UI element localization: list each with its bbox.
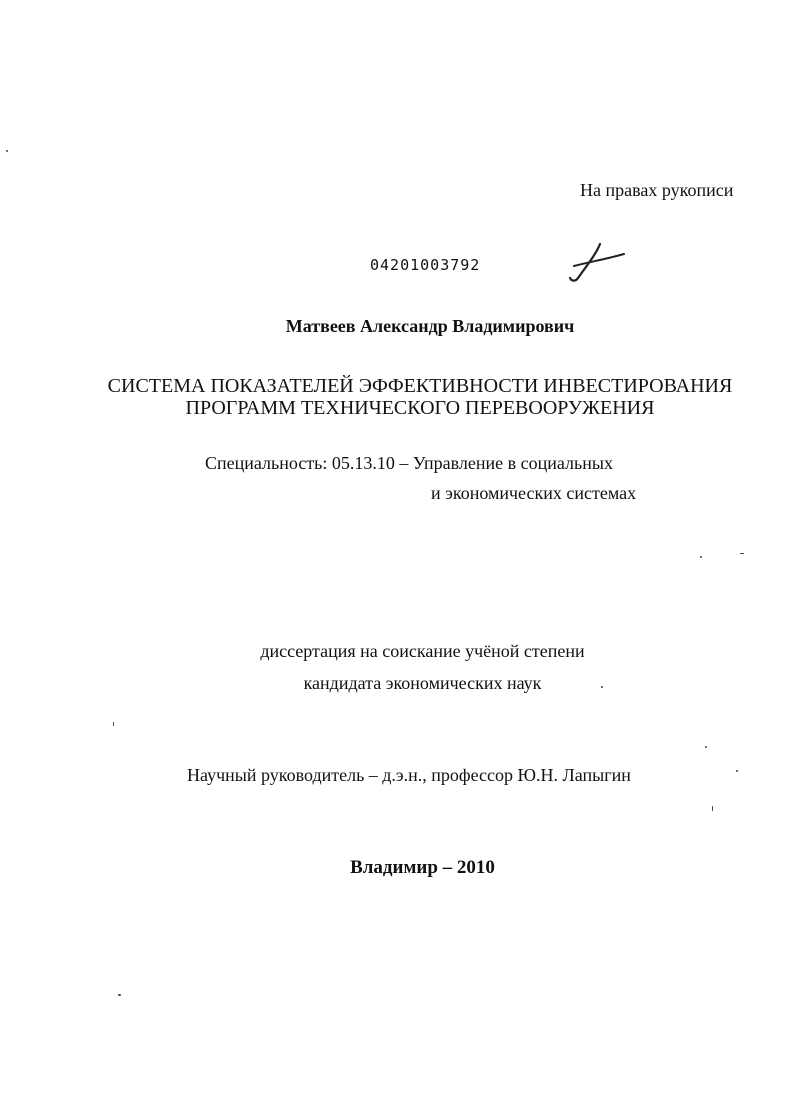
scan-speck [705,746,707,748]
specialty-line-2: и экономических системах [431,483,637,503]
scan-speck [712,806,713,811]
author-name: Матвеев Александр Владимирович [285,316,575,336]
scan-speck [601,686,603,688]
scientific-advisor: Научный руководитель – д.э.н., профессор Ю.Н. Лапыгин [187,765,631,785]
title-line-2: ПРОГРАММ ТЕХНИЧЕСКОГО ПЕРЕВООРУЖЕНИЯ [185,397,655,419]
signature-mark-icon [560,240,630,285]
scan-speck [700,556,702,558]
title-line-1: СИСТЕМА ПОКАЗАТЕЛЕЙ ЭФФЕКТИВНОСТИ ИНВЕСТИРОВАНИЯ [107,375,733,397]
dissertation-title [0,375,795,419]
scan-speck [6,150,8,152]
degree-line-1: диссертация на соискание учёной степени [260,641,585,661]
scan-speck [118,994,121,996]
scan-speck [113,722,114,726]
specialty-line-1: Специальность: 05.13.10 – Управление в социальных [205,453,613,473]
city-year: Владимир – 2010 [350,857,495,878]
degree-line-2: кандидата экономических наук [303,673,542,693]
scan-speck [736,770,738,772]
scan-speck [740,553,744,554]
registration-number: 04201003792 [370,256,481,274]
rights-note: На правах рукописи [580,180,734,200]
